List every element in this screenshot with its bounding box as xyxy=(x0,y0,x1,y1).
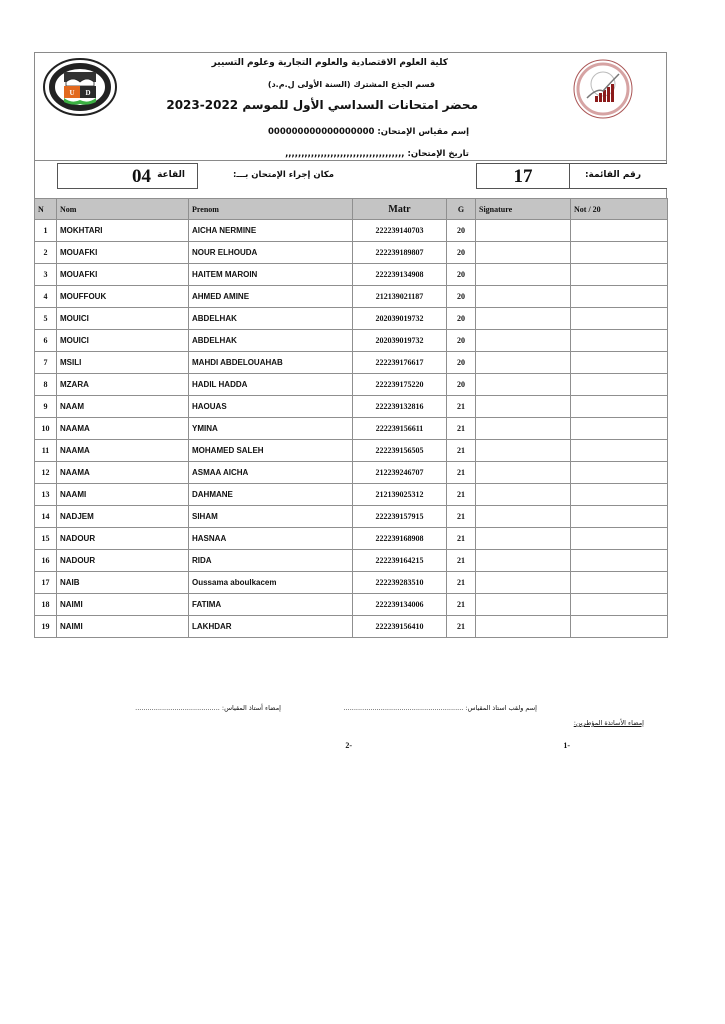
row-number: 18 xyxy=(35,594,57,616)
first-name: AICHA NERMINE xyxy=(189,220,353,242)
student-id: 222239140703 xyxy=(353,220,447,242)
row-number: 9 xyxy=(35,396,57,418)
table-row xyxy=(35,418,668,440)
signature-cell[interactable] xyxy=(476,616,571,638)
last-name: MOUICI xyxy=(57,308,189,330)
row-number: 4 xyxy=(35,286,57,308)
table-row xyxy=(35,286,668,308)
table-row xyxy=(35,506,668,528)
student-id: 212239246707 xyxy=(353,462,447,484)
table-row xyxy=(35,374,668,396)
note-cell[interactable] xyxy=(571,330,668,352)
note-cell[interactable] xyxy=(571,220,668,242)
note-cell[interactable] xyxy=(571,418,668,440)
last-name: NAIMI xyxy=(57,616,189,638)
signature-cell[interactable] xyxy=(476,352,571,374)
first-name: SIHAM xyxy=(189,506,353,528)
teacher-name-line: إسم ولقب استاذ المقياس: .......................................................... xyxy=(343,704,537,712)
first-name: MOHAMED SALEH xyxy=(189,440,353,462)
signature-cell[interactable] xyxy=(476,242,571,264)
group: 21 xyxy=(447,550,476,572)
row-number: 5 xyxy=(35,308,57,330)
student-id: 222239156505 xyxy=(353,440,447,462)
student-id: 212139025312 xyxy=(353,484,447,506)
student-id: 222239189807 xyxy=(353,242,447,264)
row-number: 3 xyxy=(35,264,57,286)
last-name: NAAM xyxy=(57,396,189,418)
list-number-box xyxy=(476,163,570,189)
table-row xyxy=(35,396,668,418)
group: 20 xyxy=(447,308,476,330)
row-number: 1 xyxy=(35,220,57,242)
table-row xyxy=(35,594,668,616)
last-name: NAIB xyxy=(57,572,189,594)
signature-cell[interactable] xyxy=(476,220,571,242)
table-header-row xyxy=(35,199,668,220)
table-row xyxy=(35,308,668,330)
group: 21 xyxy=(447,572,476,594)
signature-cell[interactable] xyxy=(476,396,571,418)
group: 21 xyxy=(447,396,476,418)
col-header-signature: Signature xyxy=(476,199,571,220)
signature-cell[interactable] xyxy=(476,506,571,528)
proctor-2: -2 xyxy=(345,741,352,750)
student-id: 222239134006 xyxy=(353,594,447,616)
note-cell[interactable] xyxy=(571,550,668,572)
university-logo-icon xyxy=(42,58,118,116)
last-name: MOUAFKI xyxy=(57,264,189,286)
group: 21 xyxy=(447,616,476,638)
first-name: LAKHDAR xyxy=(189,616,353,638)
row-number: 13 xyxy=(35,484,57,506)
signature-cell[interactable] xyxy=(476,286,571,308)
signature-cell[interactable] xyxy=(476,462,571,484)
table-row xyxy=(35,330,668,352)
note-cell[interactable] xyxy=(571,594,668,616)
group: 21 xyxy=(447,506,476,528)
list-label-box xyxy=(569,163,667,189)
row-number: 19 xyxy=(35,616,57,638)
signature-cell[interactable] xyxy=(476,572,571,594)
note-cell[interactable] xyxy=(571,440,668,462)
group: 20 xyxy=(447,352,476,374)
note-cell[interactable] xyxy=(571,308,668,330)
signature-cell[interactable] xyxy=(476,330,571,352)
note-cell[interactable] xyxy=(571,242,668,264)
note-cell[interactable] xyxy=(571,286,668,308)
list-number: 17 xyxy=(513,166,533,187)
first-name: ASMAA AICHA xyxy=(189,462,353,484)
hall-number: 04 xyxy=(132,166,151,187)
table-row xyxy=(35,352,668,374)
signature-cell[interactable] xyxy=(476,528,571,550)
first-name: ABDELHAK xyxy=(189,308,353,330)
hall-label: القاعة xyxy=(157,170,185,180)
list-label: رقم القائمة: xyxy=(584,170,641,180)
row-number: 7 xyxy=(35,352,57,374)
col-header-matr: Matr xyxy=(353,199,447,220)
student-roster-table xyxy=(34,198,668,638)
exam-place-label: مكان إجراء الإمتحان بـــ: xyxy=(233,170,334,180)
table-row xyxy=(35,440,668,462)
student-id: 222239168908 xyxy=(353,528,447,550)
group: 21 xyxy=(447,594,476,616)
first-name: RIDA xyxy=(189,550,353,572)
last-name: MZARA xyxy=(57,374,189,396)
last-name: NADOUR xyxy=(57,528,189,550)
first-name: Oussama aboulkacem xyxy=(189,572,353,594)
group: 21 xyxy=(447,528,476,550)
student-id: 212139021187 xyxy=(353,286,447,308)
group: 21 xyxy=(447,484,476,506)
last-name: NAAMA xyxy=(57,440,189,462)
note-cell[interactable] xyxy=(571,528,668,550)
department-name: قسم الجذع المشترك (السنة الأولى ل.م.د) xyxy=(267,80,435,89)
group: 20 xyxy=(447,330,476,352)
faculty-logo-icon xyxy=(573,58,633,120)
row-number: 11 xyxy=(35,440,57,462)
group: 20 xyxy=(447,264,476,286)
row-number: 10 xyxy=(35,418,57,440)
teacher-signature-line: إمضاء أستاذ المقياس: ......................................... xyxy=(135,704,281,712)
signature-cell[interactable] xyxy=(476,308,571,330)
exam-subject-line: إسم مقياس الإمتحان: 000000000000000000 xyxy=(267,127,469,137)
group: 21 xyxy=(447,462,476,484)
first-name: HASNAA xyxy=(189,528,353,550)
student-id: 222239176617 xyxy=(353,352,447,374)
first-name: NOUR ELHOUDA xyxy=(189,242,353,264)
row-number: 15 xyxy=(35,528,57,550)
row-number: 2 xyxy=(35,242,57,264)
table-row xyxy=(35,572,668,594)
first-name: DAHMANE xyxy=(189,484,353,506)
first-name: YMINA xyxy=(189,418,353,440)
row-number: 16 xyxy=(35,550,57,572)
row-number: 6 xyxy=(35,330,57,352)
table-row xyxy=(35,462,668,484)
first-name: ABDELHAK xyxy=(189,330,353,352)
first-name: FATIMA xyxy=(189,594,353,616)
col-header-n: N xyxy=(35,199,57,220)
student-id: 222239134908 xyxy=(353,264,447,286)
student-id: 222239156611 xyxy=(353,418,447,440)
last-name: NAAMI xyxy=(57,484,189,506)
row-number: 8 xyxy=(35,374,57,396)
student-id: 222239157915 xyxy=(353,506,447,528)
signature-cell[interactable] xyxy=(476,550,571,572)
table-row xyxy=(35,264,668,286)
last-name: MOUFFOUK xyxy=(57,286,189,308)
row-number: 14 xyxy=(35,506,57,528)
signature-cell[interactable] xyxy=(476,594,571,616)
last-name: NAAMA xyxy=(57,462,189,484)
note-cell[interactable] xyxy=(571,506,668,528)
group: 20 xyxy=(447,374,476,396)
proctor-1: -1 xyxy=(563,741,570,750)
first-name: HADIL HADDA xyxy=(189,374,353,396)
last-name: NADOUR xyxy=(57,550,189,572)
signature-cell[interactable] xyxy=(476,418,571,440)
first-name: HAITEM MAROIN xyxy=(189,264,353,286)
group: 20 xyxy=(447,242,476,264)
col-header-prenom: Prenom xyxy=(189,199,353,220)
last-name: NAAMA xyxy=(57,418,189,440)
signature-cell[interactable] xyxy=(476,264,571,286)
col-header-nom: Nom xyxy=(57,199,189,220)
table-row xyxy=(35,484,668,506)
note-cell[interactable] xyxy=(571,572,668,594)
group: 20 xyxy=(447,220,476,242)
hall-box xyxy=(57,163,198,189)
note-cell[interactable] xyxy=(571,352,668,374)
group: 21 xyxy=(447,440,476,462)
table-row xyxy=(35,528,668,550)
group: 20 xyxy=(447,286,476,308)
last-name: NADJEM xyxy=(57,506,189,528)
note-cell[interactable] xyxy=(571,374,668,396)
student-id: 222239283510 xyxy=(353,572,447,594)
svg-text:D: D xyxy=(85,89,91,97)
table-row xyxy=(35,242,668,264)
student-id: 222239164215 xyxy=(353,550,447,572)
signature-cell[interactable] xyxy=(476,484,571,506)
first-name: HAOUAS xyxy=(189,396,353,418)
last-name: MOKHTARI xyxy=(57,220,189,242)
table-row xyxy=(35,616,668,638)
row-number: 12 xyxy=(35,462,57,484)
proctors-signature-label: إمضاء الأساتذة المؤطرين: xyxy=(573,719,644,727)
header-divider xyxy=(34,160,667,161)
svg-text:U: U xyxy=(69,89,75,97)
student-id: 202039019732 xyxy=(353,308,447,330)
note-cell[interactable] xyxy=(571,264,668,286)
col-header-group: G xyxy=(447,199,476,220)
signature-cell[interactable] xyxy=(476,374,571,396)
exam-date-line: تاريخ الإمتحان: ,,,,,,,,,,,,,,,,,,,,,,,,,,,,,,,,,,,,, xyxy=(285,149,469,159)
student-id: 222239156410 xyxy=(353,616,447,638)
last-name: MOUICI xyxy=(57,330,189,352)
col-header-note: Not / 20 xyxy=(571,199,668,220)
first-name: MAHDI ABDELOUAHAB xyxy=(189,352,353,374)
table-row xyxy=(35,220,668,242)
note-cell[interactable] xyxy=(571,462,668,484)
group: 21 xyxy=(447,418,476,440)
note-cell[interactable] xyxy=(571,484,668,506)
student-id: 222239175220 xyxy=(353,374,447,396)
student-id: 202039019732 xyxy=(353,330,447,352)
note-cell[interactable] xyxy=(571,396,668,418)
signature-cell[interactable] xyxy=(476,440,571,462)
document-title: محضر امتحانات السداسي الأول للموسم 2022-2023 xyxy=(166,98,478,112)
last-name: MOUAFKI xyxy=(57,242,189,264)
first-name: AHMED AMINE xyxy=(189,286,353,308)
last-name: NAIMI xyxy=(57,594,189,616)
table-row xyxy=(35,550,668,572)
row-number: 17 xyxy=(35,572,57,594)
faculty-name: كلية العلوم الاقتصادية والعلوم التجارية وعلوم التسيير xyxy=(211,58,448,68)
note-cell[interactable] xyxy=(571,616,668,638)
student-id: 222239132816 xyxy=(353,396,447,418)
last-name: MSILI xyxy=(57,352,189,374)
